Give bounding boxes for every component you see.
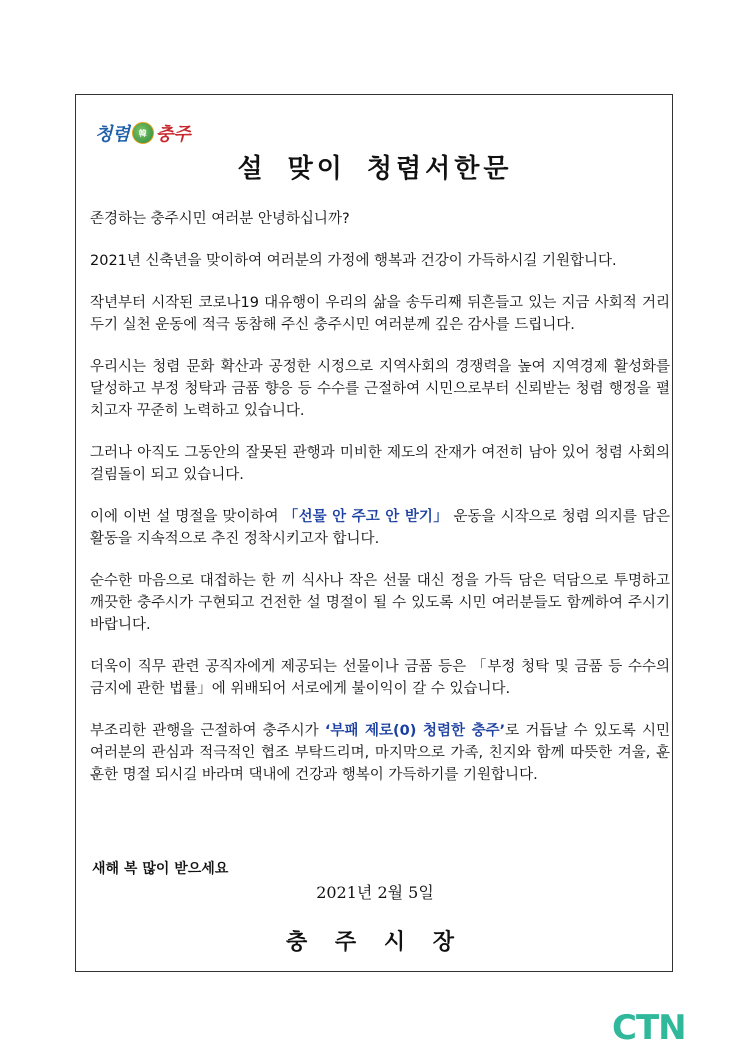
covid-thanks-paragraph: 작년부터 시작된 코로나19 대유행이 우리의 삶을 송두리째 뒤흔들고 있는 지금 사회적 거리두기 실천 운동에 적극 동참해 주신 충주시민 여러분께 깊은 감사를 드립니다. bbox=[90, 295, 670, 333]
sincere-heart-paragraph: 순수한 마음으로 대접하는 한 끼 식사나 작은 선물 대신 정을 가득 담은 덕담으로 투명하고 깨끗한 충주시가 구현되고 건전한 설 명절이 될 수 있도록 시민 여러분들도 함께하여 주시기 바랍니다. bbox=[90, 573, 670, 633]
letter-body bbox=[90, 208, 670, 806]
slogan-highlight: ‘부패 제로(0) 청렴한 충주’ bbox=[324, 723, 506, 739]
campaign-paragraph bbox=[90, 506, 670, 550]
campaign-text-after: 운동을 시작으로 청렴 의지를 담은 활동을 지속적으로 추진 정착시키고자 합니다. bbox=[90, 509, 670, 547]
city-logo bbox=[95, 118, 191, 148]
greeting-paragraph: 존경하는 충주시민 여러분 안녕하십니까? bbox=[90, 211, 350, 227]
new-year-greeting: 새해 복 많이 받으세요 bbox=[92, 861, 229, 877]
page-title: 설 맞이 청렴서한문 bbox=[237, 154, 513, 184]
new-year-wish-paragraph: 2021년 신축년을 맞이하여 여러분의 가정에 행복과 건강이 가득하시길 기원합니다. bbox=[90, 253, 617, 269]
logo-text-chungju: 충주 bbox=[155, 124, 191, 145]
law-warning-paragraph: 더욱이 직무 관련 공직자에게 제공되는 선물이나 금품 등은 「부정 청탁 및 금품 등 수수의 금지에 관한 법률」에 위배되어 서로에게 불이익이 갈 수 있습니다. bbox=[90, 659, 670, 697]
remaining-issues-paragraph: 그러나 아직도 그동안의 잘못된 관행과 미비한 제도의 잔재가 여전히 남아 있어 청렴 사회의 걸림돌이 되고 있습니다. bbox=[90, 445, 670, 483]
logo-badge-icon: 韓 bbox=[132, 122, 154, 144]
logo-text-cheongryeom: 청렴 bbox=[95, 124, 130, 145]
ctn-watermark-logo: CTN bbox=[612, 1008, 686, 1048]
closing-text-before: 부조리한 관행을 근절하여 충주시가 bbox=[90, 723, 325, 739]
letter-date: 2021년 2월 5일 bbox=[316, 883, 434, 902]
closing-text-after: 로 거듭날 수 있도록 시민 여러분의 관심과 적극적인 협조 부탁드리며, 마지막으로 가족, 친지와 함께 따뜻한 겨울, 훈훈한 명절 되시길 바라며 댁내에 건강과 행복이 가득하기를 기원합니다. bbox=[90, 723, 670, 783]
mayor-signature: 충 주 시 장 bbox=[286, 930, 464, 955]
closing-request-paragraph bbox=[90, 720, 670, 786]
campaign-highlight: 「선물 안 주고 안 받기」 bbox=[283, 509, 449, 525]
city-effort-paragraph: 우리시는 청렴 문화 확산과 공정한 시정으로 지역사회의 경쟁력을 높여 지역경제 활성화를 달성하고 부정 청탁과 금품 향응 등 수수를 근절하여 시민으로부터 신뢰받는 청렴 행정을 펼치고자 꾸준히 노력하고 있습니다. bbox=[90, 359, 670, 419]
campaign-text-before: 이에 이번 설 명절을 맞이하여 bbox=[90, 509, 284, 525]
